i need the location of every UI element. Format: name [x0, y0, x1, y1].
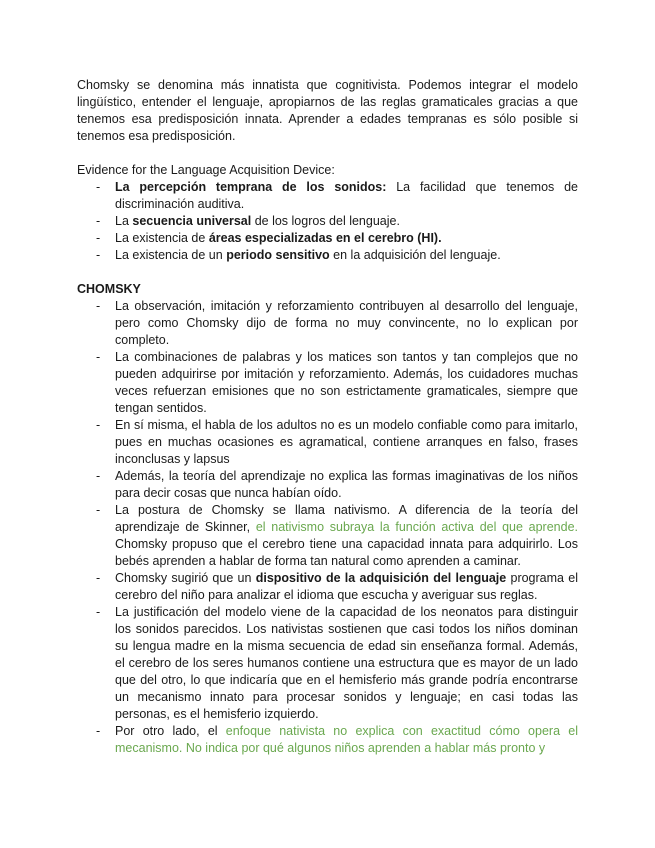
list-item [77, 349, 578, 417]
item-bold: dispositivo de la adquisición del lenguaje [255, 571, 507, 585]
bullet-dash: - [96, 724, 101, 738]
spacer [77, 145, 578, 162]
evidence-heading: Evidence for the Language Acquisition Device: [77, 163, 335, 177]
list-item [77, 417, 578, 468]
item-text: Chomsky sugirió que un [115, 571, 256, 585]
item-text: La observación, imitación y reforzamiento contribuyen al desarrollo del lenguaje, pero como Chomsky dijo de forma no muy convincente, no lo explican por completo. [115, 299, 578, 347]
item-text: La existencia de un [115, 248, 227, 262]
item-highlight: el nativismo subraya la función activa del que aprende. [255, 520, 578, 534]
item-text: La postura de Chomsky se llama nativismo. A diferencia de la teoría del aprendizaje de Skinner, [115, 503, 578, 534]
list-item [77, 604, 578, 723]
item-text: La existencia de [115, 231, 209, 245]
bullet-dash: - [96, 469, 101, 483]
item-bold: áreas especializadas en el cerebro (HI). [208, 231, 442, 245]
item-text: La combinaciones de palabras y los matices son tantos y tan complejos que no pueden adquirirse por imitación y reforzamiento. Además, los cuidadores muchas veces refuerzan emisiones que no son estrictamente gramaticales, siempre que tengan sentidos. [115, 350, 578, 415]
bullet-dash: - [96, 571, 101, 585]
section-heading: CHOMSKY [77, 282, 141, 296]
item-highlight: enfoque nativista no explica con exactitud cómo opera el mecanismo. No indica por qué algunos niños aprenden a hablar más pronto y [115, 724, 578, 755]
list-item [77, 723, 578, 757]
item-text: de los logros del lenguaje. [251, 214, 400, 228]
item-text: programa el cerebro del niño para analizar el idioma que escucha y averiguar sus reglas. [115, 571, 578, 602]
list-item [77, 213, 578, 230]
bullet-dash: - [96, 299, 101, 313]
item-text: Por otro lado, el [115, 724, 226, 738]
list-item [77, 570, 578, 604]
item-bold: secuencia universal [132, 214, 252, 228]
item-text: Chomsky propuso que el cerebro tiene una capacidad innata para adquirirlo. Los bebés aprenden a hablar de forma tan natural como aprenden a caminar. [115, 537, 578, 568]
list-item [77, 502, 578, 570]
bullet-dash: - [96, 605, 101, 619]
item-text: La [115, 214, 133, 228]
bullet-dash: - [96, 180, 101, 194]
bullet-dash: - [96, 248, 101, 262]
evidence-list [77, 179, 578, 264]
bullet-dash: - [96, 350, 101, 364]
bullet-dash: - [96, 231, 101, 245]
list-item [77, 298, 578, 349]
list-item [77, 468, 578, 502]
item-bold: periodo sensitivo [226, 248, 330, 262]
item-text: En sí misma, el habla de los adultos no es un modelo confiable como para imitarlo, pues en muchas ocasiones es agramatical, contiene arranques en falso, frases inconclusas y lapsus [115, 418, 578, 466]
item-text: Además, la teoría del aprendizaje no explica las formas imaginativas de los niños para decir cosas que nunca habían oído. [115, 469, 578, 500]
intro-paragraph: Chomsky se denomina más innatista que cognitivista. Podemos integrar el modelo lingüístico, entender el lenguaje, apropiarnos de las reglas gramaticales gracias a que tenemos esa predisposición innata. Aprender a edades tempranas es sólo posible si tenemos esa predisposición. [77, 78, 578, 143]
item-bold: La percepción temprana de los sonidos: [115, 180, 387, 194]
item-text: en la adquisición del lenguaje. [329, 248, 501, 262]
item-text: La justificación del modelo viene de la capacidad de los neonatos para distinguir los sonidos parecidos. Los nativistas sostienen que casi todos los niños dominan su lengua madre en la misma secuencia de edad sin enseñanza formal. Además, el cerebro de los seres humanos contiene una estructura que es mayor de un lado que del otro, lo que indicaría que en el hemisferio más grande podría encontrarse un mecanismo innato para procesar sonidos y lenguaje; en casi todas las personas, es el hemisferio izquierdo. [115, 605, 578, 721]
document-body [77, 77, 578, 757]
item-text: La facilidad que tenemos de discriminación auditiva. [115, 180, 578, 211]
chomsky-list [77, 298, 578, 757]
bullet-dash: - [96, 214, 101, 228]
list-item [77, 179, 578, 213]
list-item [77, 230, 578, 247]
bullet-dash: - [96, 503, 101, 517]
spacer [77, 264, 578, 281]
list-item [77, 247, 578, 264]
bullet-dash: - [96, 418, 101, 432]
